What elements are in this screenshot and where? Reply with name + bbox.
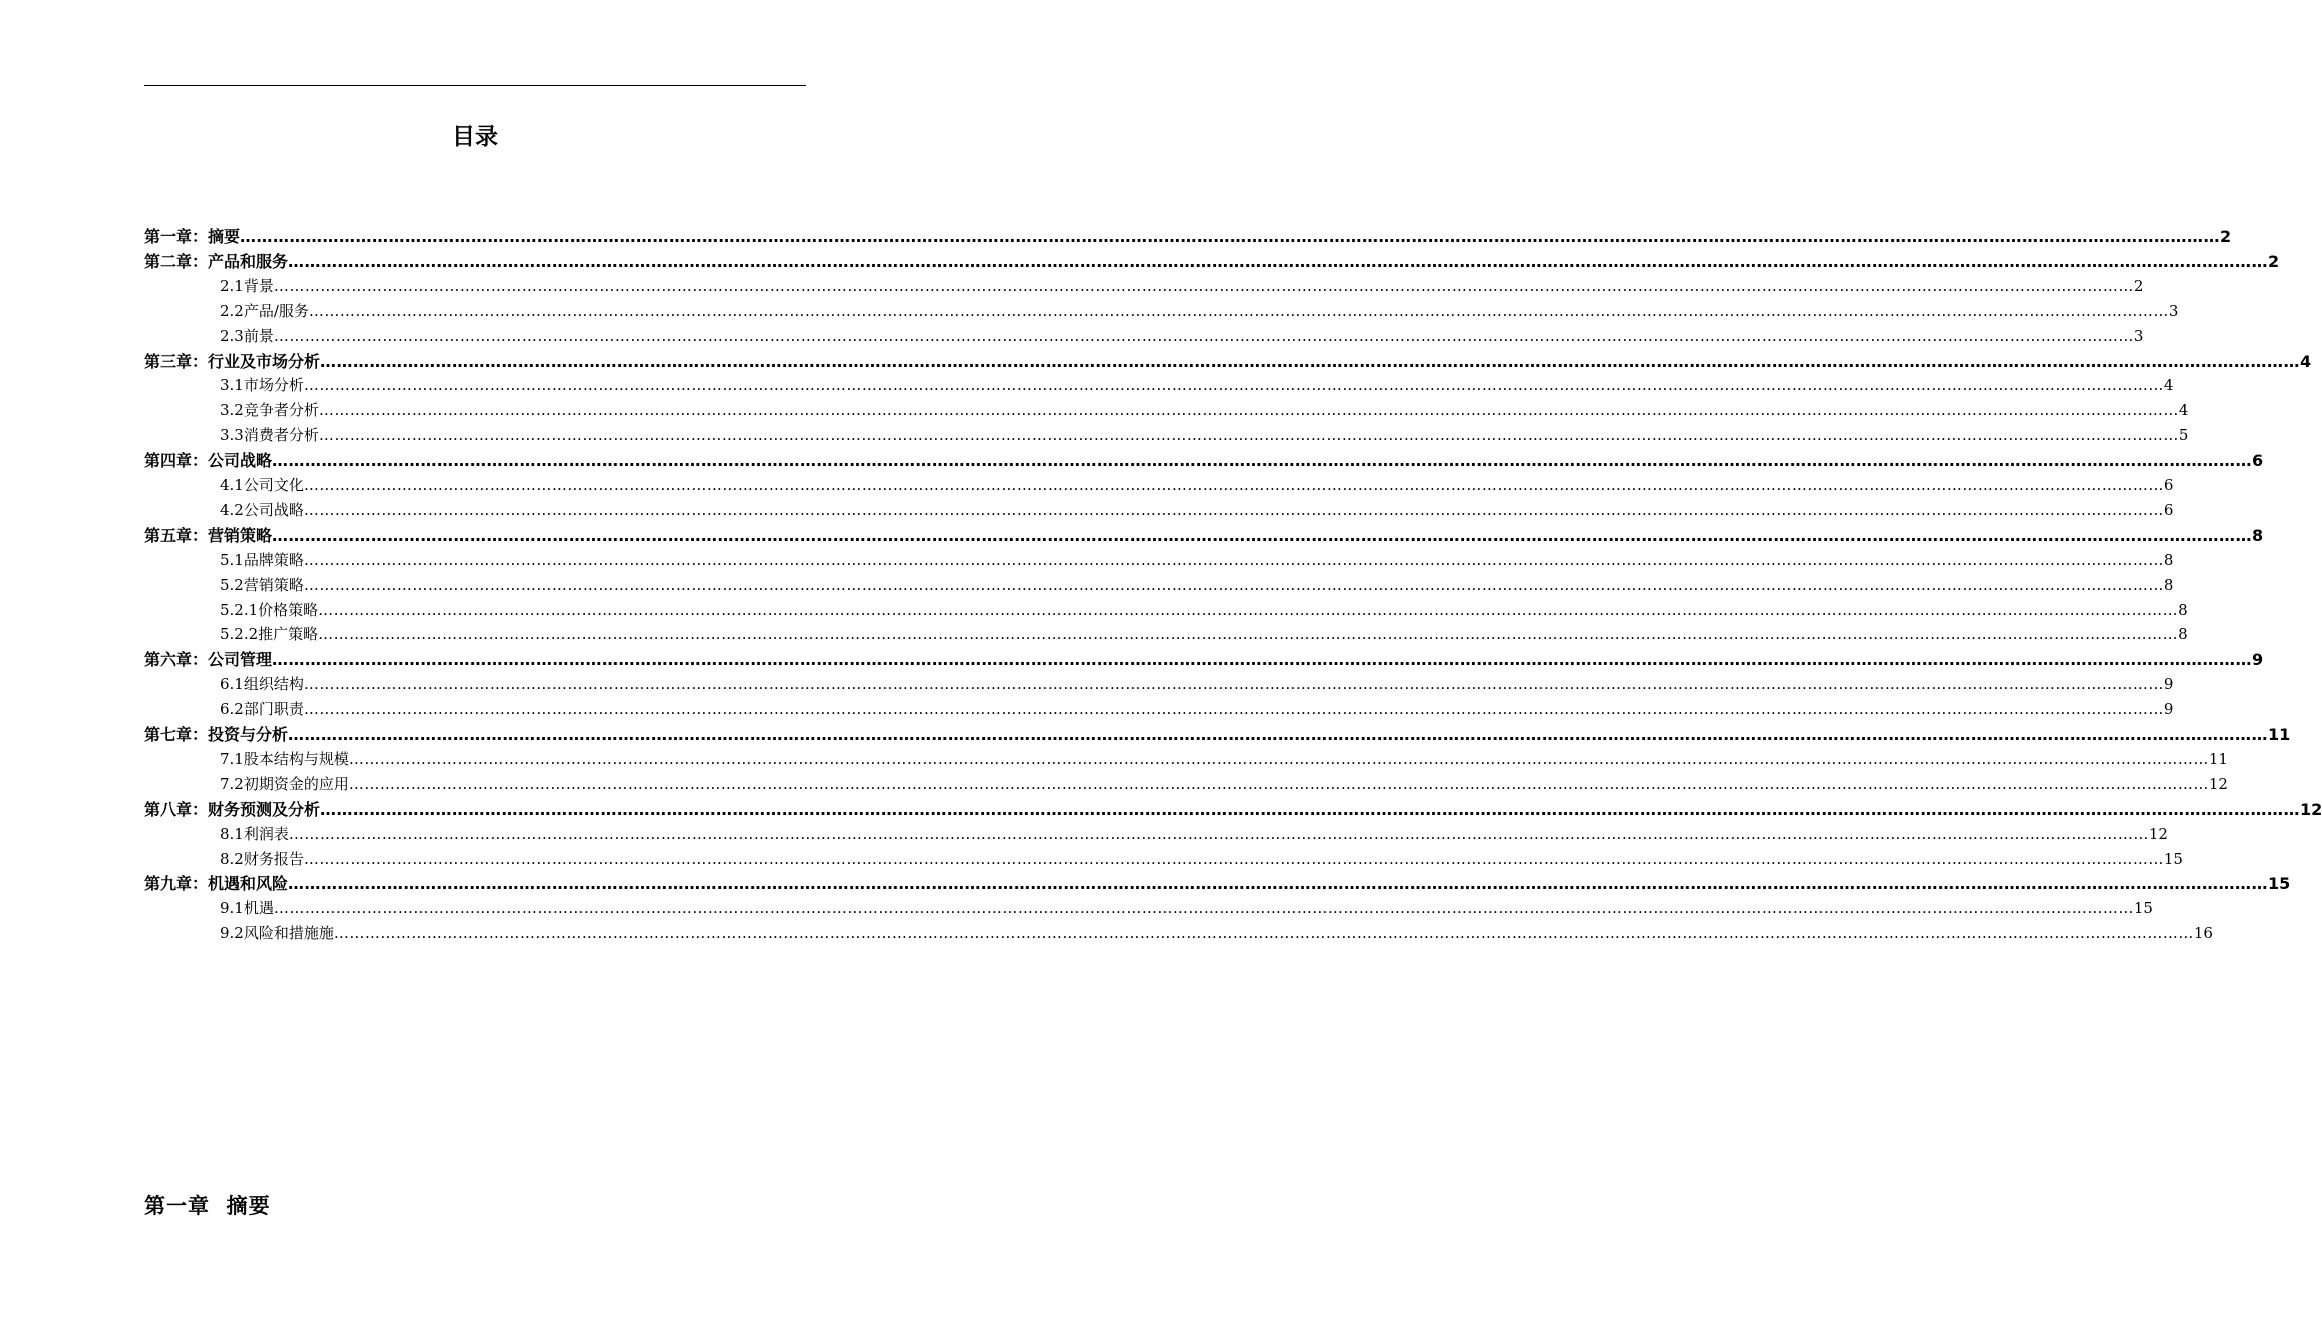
toc-page-number: 2 <box>2268 251 2280 271</box>
toc-dot-leader: ……………………………………………………………………………………………………………………………………………………………………………………………………………………………………………………………………………………………………………………………… <box>273 276 2134 295</box>
toc-entry-label: 5.2.2推广策略 <box>220 625 319 644</box>
toc-page-number: 15 <box>2133 899 2153 918</box>
toc-chapter-entry[interactable] <box>144 448 2264 473</box>
toc-page-number: 9 <box>2252 650 2264 670</box>
toc-entry-label: 6.2部门职责 <box>220 700 304 719</box>
toc-page-number: 8 <box>2178 625 2188 644</box>
toc-entry-label: 5.2营销策略 <box>220 575 304 594</box>
header-rule <box>144 85 806 86</box>
toc-chapter-entry[interactable] <box>144 797 2322 822</box>
toc-page-number: 4 <box>2163 376 2174 395</box>
toc-dot-leader: ……………………………………………………………………………………………………………………………………………………………………………………………………………………………………………………………………………………………………………………………… <box>288 824 2149 843</box>
toc-section-entry[interactable] <box>220 274 2144 299</box>
toc-dot-leader: ……………………………………………………………………………………………………………………………………………………………………………………………………………………………………………………………………………………………………………………………… <box>303 849 2164 868</box>
toc-dot-leader: ……………………………………………………………………………………………………………………………………………………………………………………………………………………………………………………………………………………………………………………………… <box>318 600 2179 619</box>
toc-page-number: 2 <box>2220 227 2232 246</box>
toc-section-entry[interactable] <box>220 398 2189 423</box>
toc-dot-leader: ……………………………………………………………………………………………………………………………………………………………………………………………………………………………………………………………………………………………………………………………… <box>318 401 2179 420</box>
toc-section-entry[interactable] <box>220 324 2144 349</box>
toc-page-number: 8 <box>2163 550 2174 569</box>
toc-page-number: 12 <box>2208 774 2228 793</box>
toc-page-number: 12 <box>2300 799 2322 819</box>
toc-dot-leader: ……………………………………………………………………………………………………………………………………………………………………………………………………………………………………………………………………………………………………………………………… <box>348 749 2209 768</box>
toc-dot-leader: ……………………………………………………………………………………………………………………………………………………………………………………………………………………………………………………………………………………………………………………………… <box>273 326 2134 345</box>
toc-entry-label: 第六章：公司管理 <box>144 650 273 670</box>
toc-dot-leader: ……………………………………………………………………………………………………………………………………………………………………………………………………………………………………………………………………………………………………………………………… <box>303 476 2164 494</box>
toc-entry-label: 2.2产品/服务 <box>220 301 309 320</box>
toc-dot-leader: ……………………………………………………………………………………………………………………………………………………………………………………………………………………………………………………………………………………………………………………………… <box>348 774 2209 793</box>
toc-page-number: 11 <box>2268 725 2291 744</box>
toc-section-entry[interactable] <box>220 921 2213 946</box>
toc-entry-label: 4.2公司战略 <box>220 500 304 519</box>
toc-page-number: 8 <box>2178 600 2188 619</box>
toc-dot-leader: ……………………………………………………………………………………………………………………………………………………………………………………………………………………………………………………………………………………………………………………………… <box>272 650 2253 670</box>
toc-dot-leader: ……………………………………………………………………………………………………………………………………………………………………………………………………………………………………………………………………………………………………………………………… <box>240 227 2221 246</box>
toc-entry-label: 第一章：摘要 <box>144 227 241 246</box>
toc-entry-label: 第二章：产品和服务 <box>144 251 289 271</box>
toc-entry-label: 5.2.1价格策略 <box>220 600 319 619</box>
toc-section-entry[interactable] <box>220 697 2174 722</box>
toc-page-number: 3 <box>2168 301 2179 320</box>
toc-page-number: 9 <box>2163 675 2174 694</box>
toc-page-number: 11 <box>2208 749 2228 768</box>
toc-section-entry[interactable] <box>220 598 2188 623</box>
toc-entry-label: 5.1品牌策略 <box>220 550 304 569</box>
toc-entry-label: 3.1市场分析 <box>220 376 304 395</box>
toc-page-number: 9 <box>2163 700 2174 719</box>
toc-page-number: 4 <box>2300 351 2312 371</box>
toc-dot-leader: ……………………………………………………………………………………………………………………………………………………………………………………………………………………………………………………………………………………………………………………………… <box>320 351 2301 371</box>
toc-page-number: 8 <box>2163 575 2174 594</box>
toc-entry-label: 7.1股本结构与规模 <box>220 749 349 768</box>
toc-section-entry[interactable] <box>220 473 2174 498</box>
toc-chapter-entry[interactable] <box>144 647 2264 672</box>
toc-section-entry[interactable] <box>220 573 2174 598</box>
toc-section-entry[interactable] <box>220 373 2174 398</box>
toc-entry-label: 第八章：财务预测及分析 <box>144 799 321 819</box>
toc-page-number: 8 <box>2252 525 2264 545</box>
toc-chapter-entry[interactable] <box>144 349 2312 374</box>
toc-dot-leader: ……………………………………………………………………………………………………………………………………………………………………………………………………………………………………………………………………………………………………………………………… <box>303 700 2164 719</box>
toc-section-entry[interactable] <box>220 498 2174 523</box>
toc-entry-label: 第三章：行业及市场分析 <box>144 351 321 371</box>
toc-page-number: 6 <box>2163 476 2174 494</box>
toc-chapter-entry[interactable] <box>144 224 2232 249</box>
toc-entry-label: 第五章：营销策略 <box>144 525 273 545</box>
toc-dot-leader: ……………………………………………………………………………………………………………………………………………………………………………………………………………………………………………………………………………………………………………………………… <box>303 500 2164 519</box>
toc-dot-leader: ……………………………………………………………………………………………………………………………………………………………………………………………………………………………………………………………………………………………………………………………… <box>308 301 2169 320</box>
toc-page-number: 5 <box>2178 426 2189 445</box>
toc-section-entry[interactable] <box>220 896 2153 921</box>
toc-section-entry[interactable] <box>220 622 2188 647</box>
toc-dot-leader: ……………………………………………………………………………………………………………………………………………………………………………………………………………………………………………………………………………………………………………………………… <box>303 376 2164 395</box>
toc-entry-label: 3.3消费者分析 <box>220 426 319 445</box>
toc-page-number: 15 <box>2268 874 2291 894</box>
toc-dot-leader: ……………………………………………………………………………………………………………………………………………………………………………………………………………………………………………………………………………………………………………………………… <box>318 426 2179 445</box>
toc-dot-leader: ……………………………………………………………………………………………………………………………………………………………………………………………………………………………………………………………………………………………………………………………… <box>288 874 2269 894</box>
toc-chapter-entry[interactable] <box>144 871 2291 896</box>
toc-page-number: 4 <box>2178 401 2189 420</box>
toc-dot-leader: ……………………………………………………………………………………………………………………………………………………………………………………………………………………………………………………………………………………………………………………………… <box>303 550 2164 569</box>
toc-page-number: 12 <box>2148 824 2168 843</box>
toc-page-number: 3 <box>2133 326 2144 345</box>
toc-entry-label: 第九章：机遇和风险 <box>144 874 289 894</box>
toc-page-number: 16 <box>2193 924 2213 943</box>
toc-section-entry[interactable] <box>220 423 2189 448</box>
toc-dot-leader: ……………………………………………………………………………………………………………………………………………………………………………………………………………………………………………………………………………………………………………………………… <box>288 725 2269 744</box>
toc-page-number: 15 <box>2163 849 2183 868</box>
toc-section-entry[interactable] <box>220 672 2174 697</box>
toc-entry-label: 第四章：公司战略 <box>144 451 273 471</box>
toc-section-entry[interactable] <box>220 772 2228 797</box>
toc-dot-leader: ……………………………………………………………………………………………………………………………………………………………………………………………………………………………………………………………………………………………………………………………… <box>320 799 2301 819</box>
toc-entry-label: 8.2财务报告 <box>220 849 304 868</box>
toc-dot-leader: ……………………………………………………………………………………………………………………………………………………………………………………………………………………………………………………………………………………………………………………………… <box>333 924 2194 943</box>
toc-entry-label: 6.1组织结构 <box>220 675 304 694</box>
toc-section-entry[interactable] <box>220 299 2179 324</box>
toc-dot-leader: ……………………………………………………………………………………………………………………………………………………………………………………………………………………………………………………………………………………………………………………………… <box>272 525 2253 545</box>
toc-section-entry[interactable] <box>220 548 2174 573</box>
toc-entry-label: 3.2竞争者分析 <box>220 401 319 420</box>
toc-section-entry[interactable] <box>220 822 2168 847</box>
toc-entry-label: 8.1利润表 <box>220 824 289 843</box>
toc-chapter-entry[interactable] <box>144 722 2291 747</box>
toc-dot-leader: ……………………………………………………………………………………………………………………………………………………………………………………………………………………………………………………………………………………………………………………………… <box>272 451 2253 471</box>
toc-dot-leader: ……………………………………………………………………………………………………………………………………………………………………………………………………………………………………………………………………………………………………………………………… <box>303 675 2164 694</box>
toc-page-number: 6 <box>2163 500 2174 519</box>
toc-chapter-entry[interactable] <box>144 523 2264 548</box>
toc-entry-label: 2.3前景 <box>220 326 274 345</box>
chapter-heading: 第一章 摘要 <box>144 1194 271 1218</box>
toc-dot-leader: ……………………………………………………………………………………………………………………………………………………………………………………………………………………………………………………………………………………………………………………………… <box>303 575 2164 594</box>
toc-entry-label: 9.1机遇 <box>220 899 274 918</box>
toc-entry-label: 4.1公司文化 <box>220 476 304 494</box>
toc-page-number: 6 <box>2252 451 2264 471</box>
toc-entry-label: 7.2初期资金的应用 <box>220 774 349 793</box>
toc-entry-label: 9.2风险和措施施 <box>220 924 334 943</box>
toc-page-number: 2 <box>2133 276 2144 295</box>
toc-section-entry[interactable] <box>220 847 2183 872</box>
toc-section-entry[interactable] <box>220 747 2228 772</box>
toc-dot-leader: ……………………………………………………………………………………………………………………………………………………………………………………………………………………………………………………………………………………………………………………………… <box>288 251 2269 271</box>
toc-title: 目录 <box>452 124 498 150</box>
toc-entry-label: 2.1背景 <box>220 276 274 295</box>
toc-entry-label: 第七章：投资与分析 <box>144 725 289 744</box>
toc-dot-leader: ……………………………………………………………………………………………………………………………………………………………………………………………………………………………………………………………………………………………………………………………… <box>318 625 2179 644</box>
toc-chapter-entry[interactable] <box>144 249 2280 274</box>
toc-dot-leader: ……………………………………………………………………………………………………………………………………………………………………………………………………………………………………………………………………………………………………………………………… <box>273 899 2134 918</box>
